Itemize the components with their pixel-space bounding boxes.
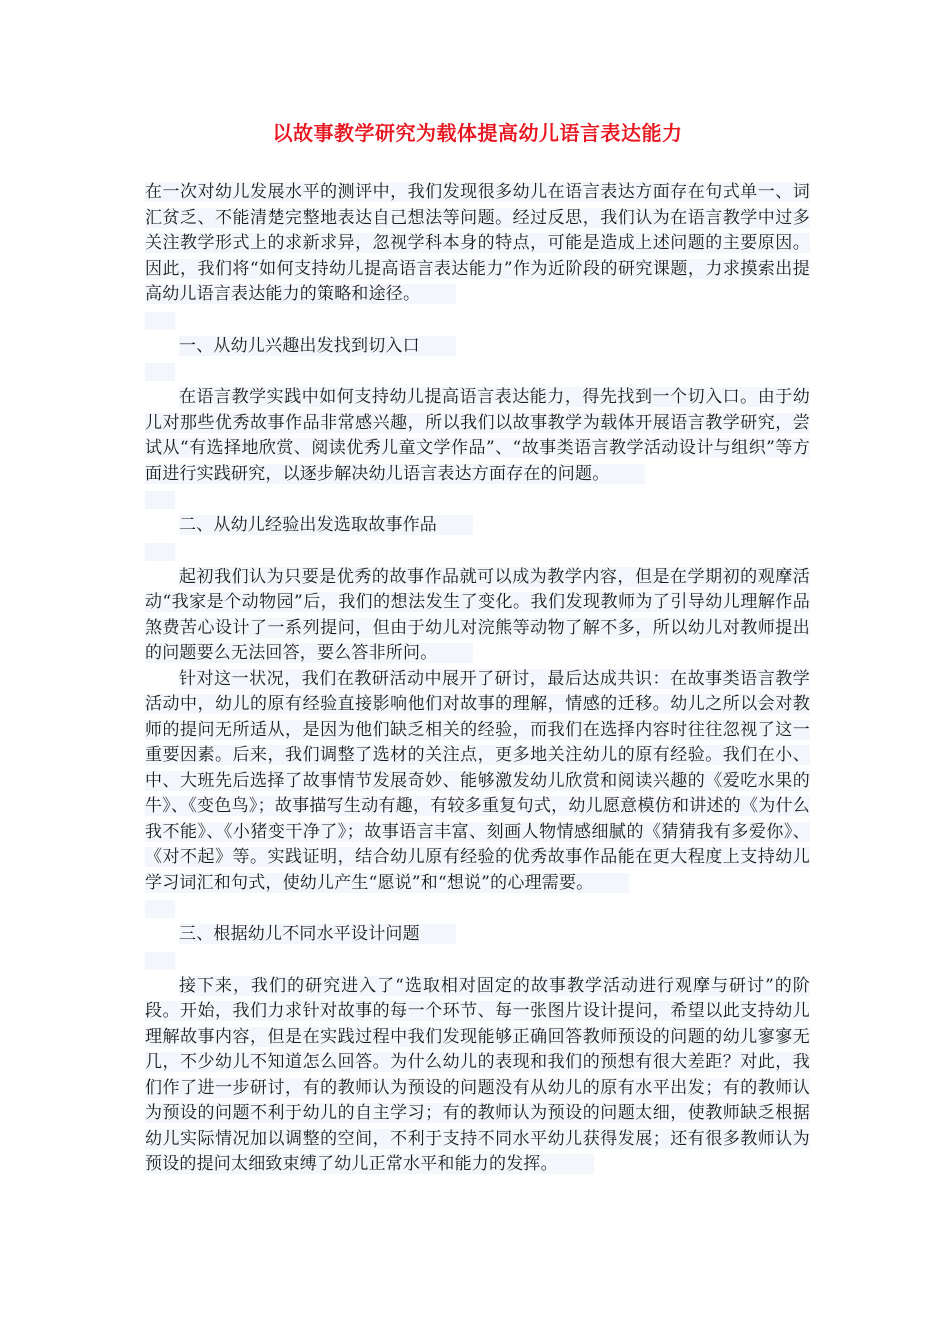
section-2-paragraph-2-text: 针对这一状况，我们在教研活动中展开了研讨，最后达成共识：在故事类语言教学活动中，幼儿的原有经验直接影响他们对故事的理解，情感的迁移。幼儿之所以会对教师的提问无所适从，是因为他们缺乏相关的经验，而我们在选择内容时往往忽视了这一重要因素。后来，我们调整了选材的关注点，更多地关注幼儿的原有经验。我们在小、中、大班先后选择了故事情节发展奇妙、能够激发幼儿欣赏和阅读兴趣的《爱吃水果的牛》、《变色鸟》；故事描写生动有趣，有较多重复句式，幼儿愿意模仿和讲述的《为什么我不能》、《小猪变干净了》；故事语言丰富、刻画人物情感细腻的《猜猜我有多爱你》、《对不起》等。实践证明，结合幼儿原有经验的优秀故事作品能在更大程度上支持幼儿学习词汇和句式，使幼儿产生“愿说”和“想说”的心理需要。 (145, 668, 810, 893)
blank-line (145, 491, 175, 509)
section-3-paragraph-text: 接下来，我们的研究进入了“选取相对固定的故事教学活动进行观摩与研讨”的阶段。开始，我们力求针对故事的每一个环节、每一张图片设计提问，希望以此支持幼儿理解故事内容，但是在实践过程中我们发现能够正确回答教师预设的问题的幼儿寥寥无几，不少幼儿不知道怎么回答。为什么幼儿的表现和我们的预想有很大差距？对此，我们作了进一步研讨，有的教师认为预设的问题没有从幼儿的原有水平出发；有的教师认为预设的问题不利于幼儿的自主学习；有的教师认为预设的问题太细，使教师缺乏根据幼儿实际情况加以调整的空间，不利于支持不同水平幼儿获得发展；还有很多教师认为预设的提问太细致束缚了幼儿正常水平和能力的发挥。 (145, 975, 810, 1174)
section-1-heading-text: 一、从幼儿兴趣出发找到切入口 (179, 336, 456, 356)
blank-line (145, 952, 175, 970)
section-2-paragraph-1 (145, 565, 810, 667)
blank-line (145, 363, 175, 381)
section-3-heading (145, 922, 810, 948)
section-2-heading (145, 513, 810, 539)
section-1-paragraph (145, 385, 810, 487)
section-3-paragraph (145, 974, 810, 1178)
blank-line (145, 312, 175, 330)
section-2-heading-text: 二、从幼儿经验出发选取故事作品 (179, 515, 473, 535)
intro-text: 在一次对幼儿发展水平的测评中，我们发现很多幼儿在语言表达方面存在句式单一、词汇贫乏、不能清楚完整地表达自己想法等问题。经过反思，我们认为在语言教学中过多关注教学形式上的求新求异，忽视学科本身的特点，可能是造成上述问题的主要原因。因此，我们将“如何支持幼儿提高语言表达能力”作为近阶段的研究课题，力求摸索出提高幼儿语言表达能力的策略和途径。 (145, 182, 810, 304)
section-1-paragraph-text: 在语言教学实践中如何支持幼儿提高语言表达能力，得先找到一个切入口。由于幼儿对那些优秀故事作品非常感兴趣，所以我们以故事教学为载体开展语言教学研究，尝试从“有选择地欣赏、阅读优秀儿童文学作品”、“故事类语言教学活动设计与组织”等方面进行实践研究，以逐步解决幼儿语言表达方面存在的问题。 (145, 387, 810, 484)
intro-paragraph (145, 180, 810, 308)
section-2-paragraph-1-text: 起初我们认为只要是优秀的故事作品就可以成为教学内容，但是在学期初的观摩活动“我家是个动物园”后，我们的想法发生了变化。我们发现教师为了引导幼儿理解作品煞费苦心设计了一系列提问，但由于幼儿对浣熊等动物了解不多，所以幼儿对教师提出的问题要么无法回答，要么答非所问。 (145, 566, 810, 663)
section-1-heading (145, 334, 810, 360)
section-3-heading-text: 三、根据幼儿不同水平设计问题 (179, 924, 456, 944)
blank-line (145, 900, 175, 918)
document-page (145, 118, 810, 1178)
section-2-paragraph-2 (145, 667, 810, 897)
document-title: 以故事教学研究为载体提高幼儿语言表达能力 (272, 121, 683, 145)
blank-line (145, 543, 175, 561)
